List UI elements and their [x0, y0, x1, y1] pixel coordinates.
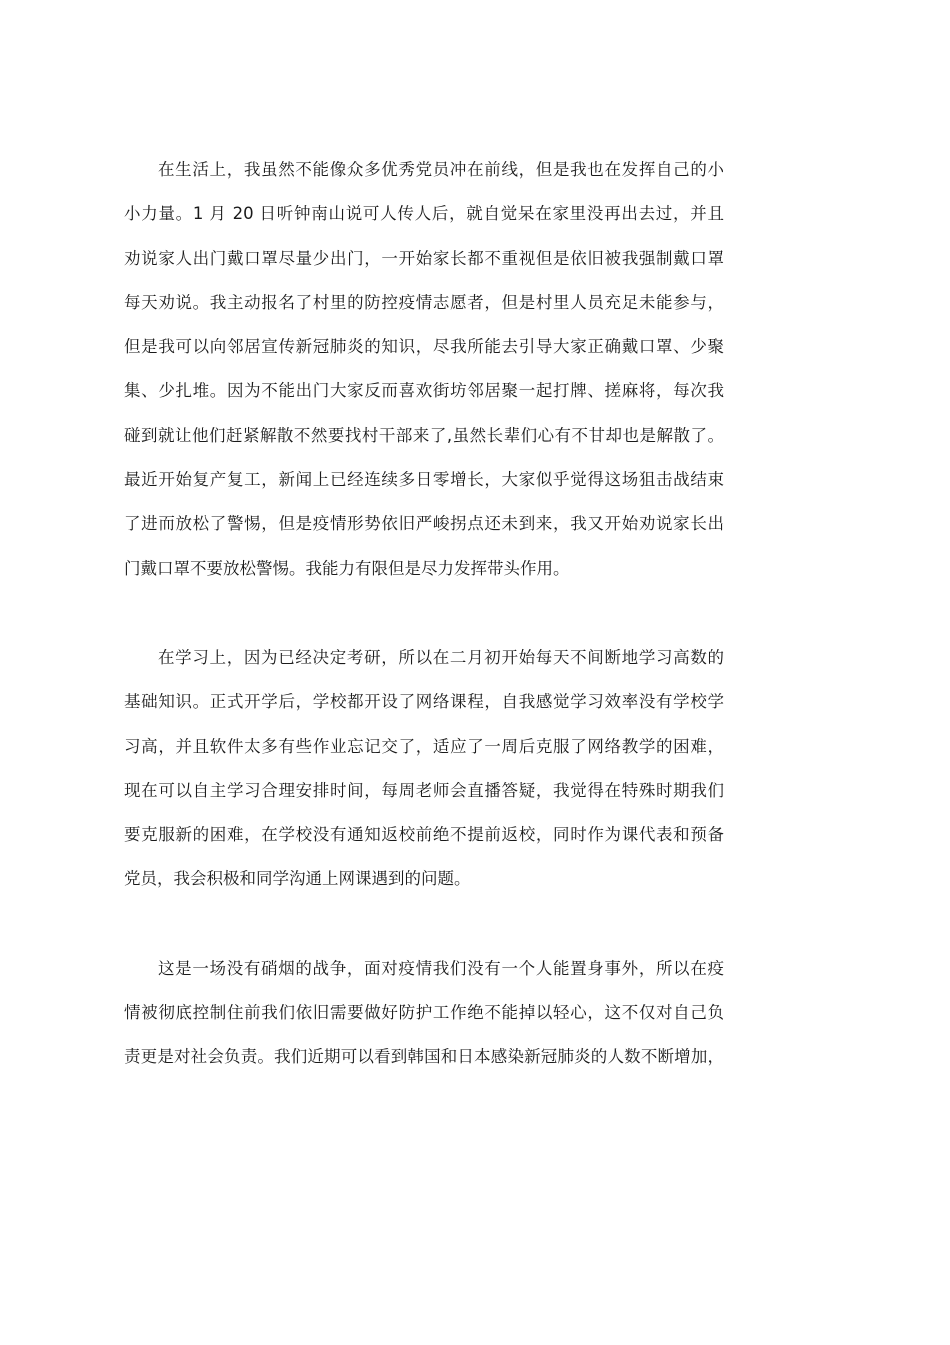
paragraph-life — [124, 148, 724, 591]
paragraph-war — [124, 947, 724, 1080]
text-line: 基础知识。正式开学后，学校都开设了网络课程，自我感觉学习效率没有学校学 — [124, 692, 724, 712]
text-line: 集、少扎堆。因为不能出门大家反而喜欢街坊邻居聚一起打牌、搓麻将，每次我 — [124, 381, 724, 401]
text-line: 这是一场没有硝烟的战争，面对疫情我们没有一个人能置身事外，所以在疫 — [158, 958, 724, 978]
paragraph-study — [124, 636, 724, 902]
text-line: 最近开始复产复工，新闻上已经连续多日零增长，大家似乎觉得这场狙击战结束 — [124, 470, 724, 490]
text-line: 责更是对社会负责。我们近期可以看到韩国和日本感染新冠肺炎的人数不断增加， — [124, 1047, 724, 1067]
text-line: 要克服新的困难，在学校没有通知返校前绝不提前返校，同时作为课代表和预备 — [124, 825, 724, 845]
text-line: 劝说家人出门戴口罩尽量少出门，一开始家长都不重视但是依旧被我强制戴口罩 — [124, 248, 724, 268]
text-line: 门戴口罩不要放松警惕。我能力有限但是尽力发挥带头作用。 — [124, 558, 570, 578]
text-line: 但是我可以向邻居宣传新冠肺炎的知识，尽我所能去引导大家正确戴口罩、少聚 — [124, 337, 724, 357]
text-line: 小力量。1 月 20 日听钟南山说可人传人后，就自觉呆在家里没再出去过，并且 — [124, 204, 724, 224]
text-line: 在学习上，因为已经决定考研，所以在二月初开始每天不间断地学习高数的 — [158, 647, 724, 667]
document-body — [124, 148, 724, 1125]
text-line: 在生活上，我虽然不能像众多优秀党员冲在前线，但是我也在发挥自己的小 — [158, 160, 724, 179]
text-line: 每天劝说。我主动报名了村里的防控疫情志愿者，但是村里人员充足未能参与， — [124, 292, 724, 312]
text-line: 现在可以自主学习合理安排时间，每周老师会直播答疑，我觉得在特殊时期我们 — [124, 780, 724, 800]
text-line: 习高，并且软件太多有些作业忘记交了，适应了一周后克服了网络教学的困难， — [124, 736, 724, 756]
text-line: 情被彻底控制住前我们依旧需要做好防护工作绝不能掉以轻心，这不仅对自己负 — [124, 1003, 724, 1023]
text-line: 了进而放松了警惕，但是疫情形势依旧严峻拐点还未到来，我又开始劝说家长出 — [124, 514, 724, 534]
text-line: 碰到就让他们赶紧解散不然要找村干部来了,虽然长辈们心有不甘却也是解散了。 — [124, 425, 724, 445]
text-line: 党员，我会积极和同学沟通上网课遇到的问题。 — [124, 869, 471, 889]
